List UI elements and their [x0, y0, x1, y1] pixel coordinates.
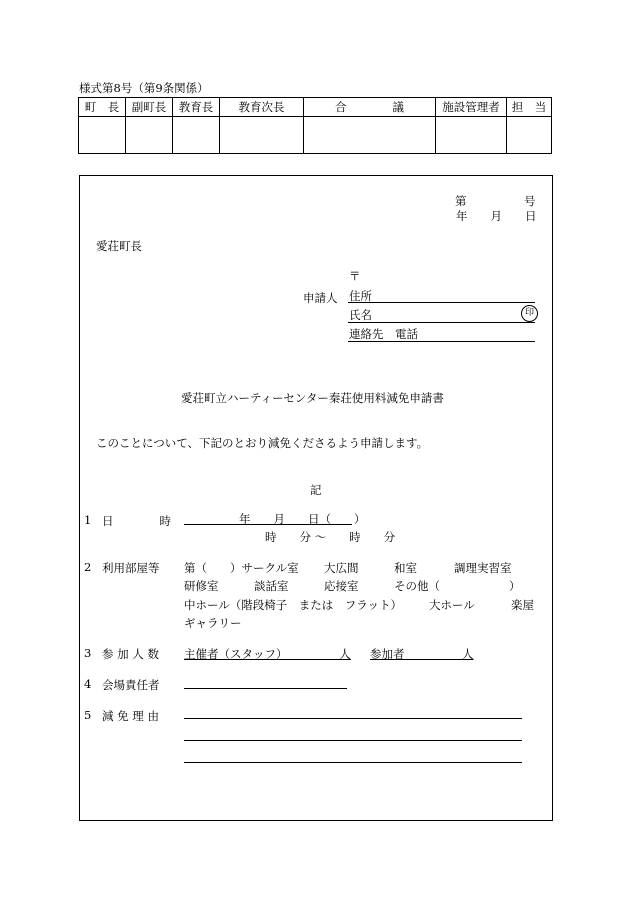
document-number: 第 号	[455, 194, 536, 208]
reason-line[interactable]	[184, 718, 522, 719]
approval-stamp-cell[interactable]	[220, 117, 304, 154]
name-line[interactable]	[348, 322, 535, 323]
item-number: 1	[84, 513, 92, 527]
room-option[interactable]: その他（ ）	[394, 579, 521, 593]
approval-stamp-cell[interactable]	[79, 117, 126, 154]
approval-stamp-cell[interactable]	[507, 117, 552, 154]
venue-manager-line[interactable]	[184, 688, 347, 689]
item-number: 3	[84, 646, 92, 660]
seal-mark: 印	[521, 305, 538, 322]
applicant-label: 申請人	[303, 291, 338, 305]
room-option[interactable]: 調理実習室	[454, 561, 512, 575]
room-option[interactable]: 応接室	[324, 579, 359, 593]
postal-mark: 〒	[349, 269, 361, 283]
reason-label: 減 免 理 由	[102, 709, 159, 723]
request-text: このことについて、下記のとおり減免くださるよう申請します。	[96, 436, 429, 450]
approval-stamp-cell[interactable]	[173, 117, 220, 154]
document-title: 愛荘町立ハーティーセンター秦荘使用料減免申請書	[181, 391, 444, 405]
date-underline	[184, 524, 352, 525]
rooms-label: 利用部屋等	[102, 561, 160, 575]
approval-stamp-cell[interactable]	[304, 117, 436, 154]
approval-stamp-cell[interactable]	[126, 117, 173, 154]
item-number: 5	[84, 708, 92, 722]
reason-line[interactable]	[184, 740, 522, 741]
reason-line[interactable]	[184, 762, 522, 763]
room-option[interactable]: 大広間	[324, 561, 359, 575]
room-option[interactable]: 中ホール（階段椅子 または フラット）	[184, 598, 403, 612]
address-label: 住所	[349, 289, 372, 303]
contact-line[interactable]	[348, 341, 535, 342]
item-number: 2	[84, 560, 92, 574]
room-option[interactable]: 大ホール	[429, 598, 475, 612]
ki-heading: 記	[310, 483, 322, 497]
room-option[interactable]: 談話室	[254, 579, 289, 593]
room-option[interactable]: 第（ ）サークル室	[184, 561, 299, 575]
approval-header-council: 合 議	[304, 98, 436, 117]
address-line[interactable]	[348, 302, 535, 303]
room-option[interactable]: 楽屋	[511, 598, 534, 612]
organizer-count-field[interactable]: 主催者（スタッフ） 人	[184, 647, 351, 661]
date-field[interactable]: 年 月 日（ ）	[193, 512, 366, 526]
approval-header-staff: 担 当	[507, 98, 552, 117]
attendee-count-field[interactable]: 参加者 人	[370, 647, 474, 661]
room-option[interactable]: 研修室	[184, 579, 219, 593]
addressee: 愛荘町長	[96, 239, 142, 253]
contact-label: 連絡先 電話	[349, 327, 418, 341]
application-form	[79, 175, 553, 821]
date-label: 日 時	[102, 514, 171, 528]
approval-header-mayor: 町 長	[79, 98, 126, 117]
approval-header-superintendent: 教育長	[173, 98, 220, 117]
item-number: 4	[84, 677, 92, 691]
venue-manager-label: 会場責任者	[102, 678, 160, 692]
participants-label: 参 加 人 数	[102, 647, 159, 661]
form-label: 様式第8号（第9条関係）	[79, 81, 209, 95]
approval-header-facility-manager: 施設管理者	[436, 98, 507, 117]
name-label: 氏名	[349, 308, 372, 322]
time-field[interactable]: 時 分 〜 時 分	[265, 530, 396, 544]
approval-table	[78, 97, 552, 154]
document-date: 年 月 日	[456, 209, 537, 223]
approval-stamp-cell[interactable]	[436, 117, 507, 154]
approval-header-deputy-mayor: 副町長	[126, 98, 173, 117]
room-option[interactable]: ギャラリー	[184, 616, 242, 630]
approval-header-deputy-superintendent: 教育次長	[220, 98, 304, 117]
room-option[interactable]: 和室	[394, 561, 417, 575]
